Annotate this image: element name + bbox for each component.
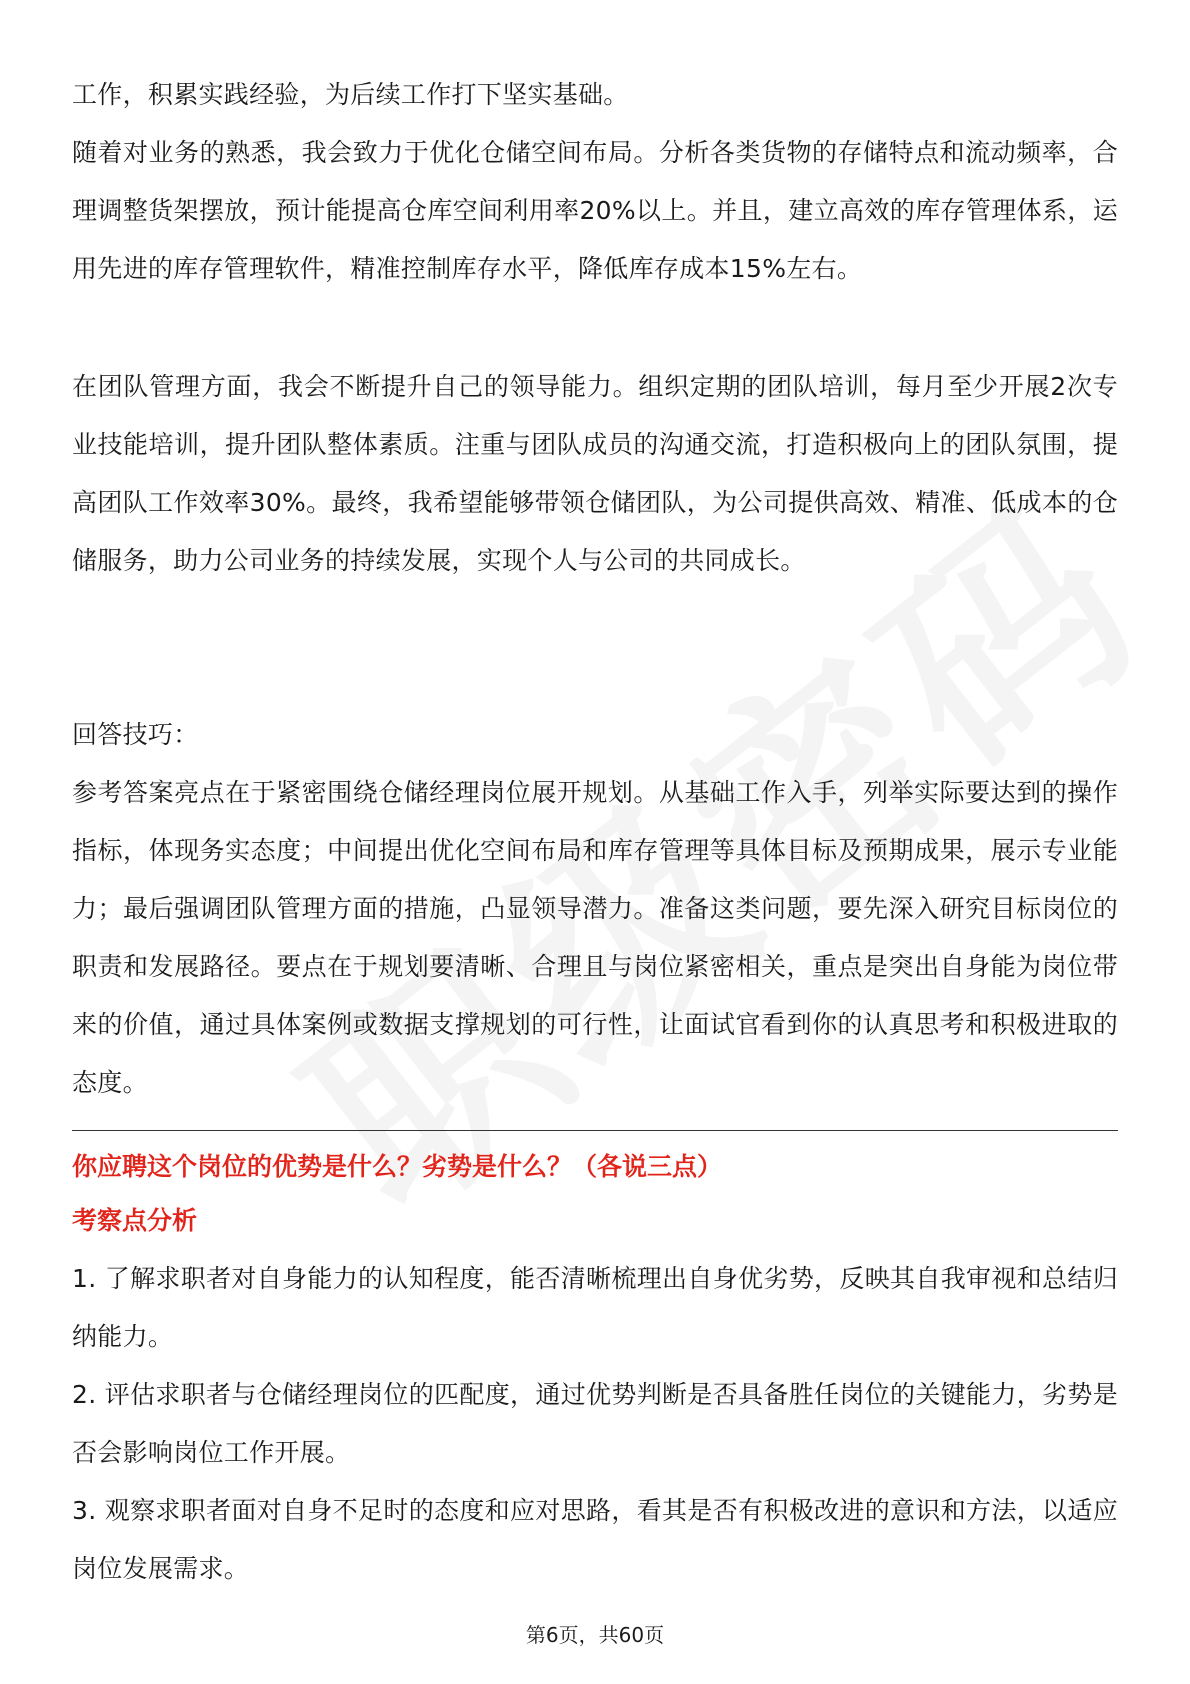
question-title: 你应聘这个岗位的优势是什么？劣势是什么？（各说三点） (72, 1152, 723, 1181)
page-number: 第6页，共60页 (525, 1623, 665, 1647)
analysis-point: 3. 观察求职者面对自身不足时的态度和应对思路，看其是否有积极改进的意识和方法，以适应岗位发展需求。 (72, 1496, 1118, 1583)
page-footer (0, 1620, 1190, 1650)
tips-label: 回答技巧： (72, 720, 199, 749)
tips-body: 参考答案亮点在于紧密围绕仓储经理岗位展开规划。从基础工作入手，列举实际要达到的操作指标，体现务实态度；中间提出优化空间布局和库存管理等具体目标及预期成果，展示专业能力；最后强调团队管理方面的措施，凸显领导潜力。准备这类问题，要先深入研究目标岗位的职责和发展路径。要点在于规划要清晰、合理且与岗位紧密相关，重点是突出自身能为岗位带来的价值，通过具体案例或数据支撑规划的可行性，让面试官看到你的认真思考和积极进取的态度。 (72, 778, 1118, 1097)
analysis-title: 考察点分析 (72, 1206, 198, 1235)
analysis-point: 2. 评估求职者与仓储经理岗位的匹配度，通过优势判断是否具备胜任岗位的关键能力，劣势是否会影响岗位工作开展。 (72, 1380, 1118, 1467)
paragraph-intro-end: 工作，积累实践经验，为后续工作打下坚实基础。 (72, 80, 629, 109)
paragraph-team-plan: 在团队管理方面，我会不断提升自己的领导能力。组织定期的团队培训，每月至少开展2次专业技能培训，提升团队整体素质。注重与团队成员的沟通交流，打造积极向上的团队氛围，提高团队工作效率30%。最终，我希望能够带领仓储团队，为公司提供高效、精准、低成本的仓储服务，助力公司业务的持续发展，实现个人与公司的共同成长。 (72, 372, 1118, 575)
paragraph-storage-plan: 随着对业务的熟悉，我会致力于优化仓储空间布局。分析各类货物的存储特点和流动频率，合理调整货架摆放，预计能提高仓库空间利用率20%以上。并且，建立高效的库存管理体系，运用先进的库存管理软件，精准控制库存水平，降低库存成本15%左右。 (72, 138, 1118, 283)
section-divider (72, 1130, 1118, 1131)
analysis-point: 1. 了解求职者对自身能力的认知程度，能否清晰梳理出自身优劣势，反映其自我审视和总结归纳能力。 (72, 1264, 1118, 1351)
